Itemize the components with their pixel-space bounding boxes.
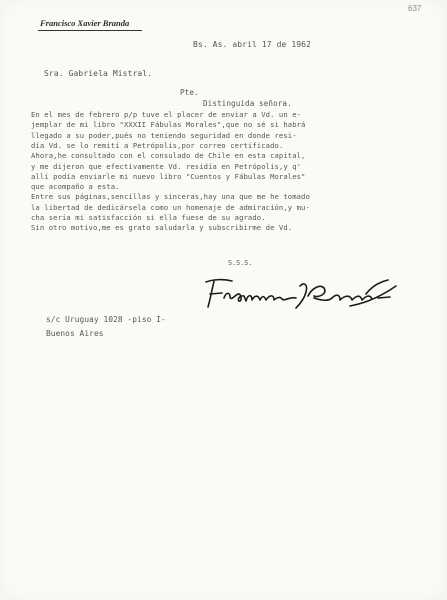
letterhead-underline bbox=[38, 30, 142, 31]
sender-address-line2: Buenos Aires bbox=[46, 329, 104, 338]
sender-address-line1: s/c Uruguay 1028 -piso I- bbox=[46, 315, 166, 324]
handwritten-signature bbox=[200, 276, 405, 312]
body-line: Entre sus páginas,sencillas y sinceras,hay una que me he tomado bbox=[31, 192, 310, 202]
body-line: En el mes de febrero p/p tuve el placer de enviar a Vd. un e- bbox=[31, 110, 302, 119]
body-line: que acompaño a esta. bbox=[31, 182, 120, 192]
recipient: Sra. Gabriela Mistral. bbox=[44, 69, 153, 78]
body-line: Sin otro motivo,me es grato saludarla y subscribirme de Vd. bbox=[31, 223, 293, 233]
closing-initials: S.S.S. bbox=[228, 259, 253, 267]
recipient-pte: Pte. bbox=[180, 88, 199, 97]
letterhead-name: Francisco Xavier Branda bbox=[40, 18, 130, 28]
body-line: llegado a su poder,pués no teniendo seguridad en donde resi- bbox=[31, 130, 297, 140]
archive-number: 637 bbox=[408, 4, 422, 13]
body-line: cha sería mi satisfacción si ella fuese de su agrado. bbox=[31, 213, 266, 222]
body-line: allí podía enviarle mi nuevo libro "Cuentos y Fábulas Morales" bbox=[31, 171, 306, 181]
letter-date: Bs. As. abril 17 de 1962 bbox=[193, 40, 311, 49]
body-line: la libertad de dedicársela como un homenaje de admiración,y mu- bbox=[31, 202, 310, 212]
body-line: día Vd. se lo remití a Petrópolis,por correo certificado. bbox=[31, 140, 284, 150]
greeting: Distinguida señora. bbox=[203, 99, 292, 108]
body-line: jemplar de mi libro "XXXII Fábulas Morales",que no sé si habrá bbox=[31, 120, 306, 130]
body-line: y me dijeron que efectivamente Vd. residía en Petrópolis,y q' bbox=[31, 161, 302, 171]
body-line: Ahora,he consultado con el consulado de Chile en esta capital, bbox=[31, 151, 306, 161]
